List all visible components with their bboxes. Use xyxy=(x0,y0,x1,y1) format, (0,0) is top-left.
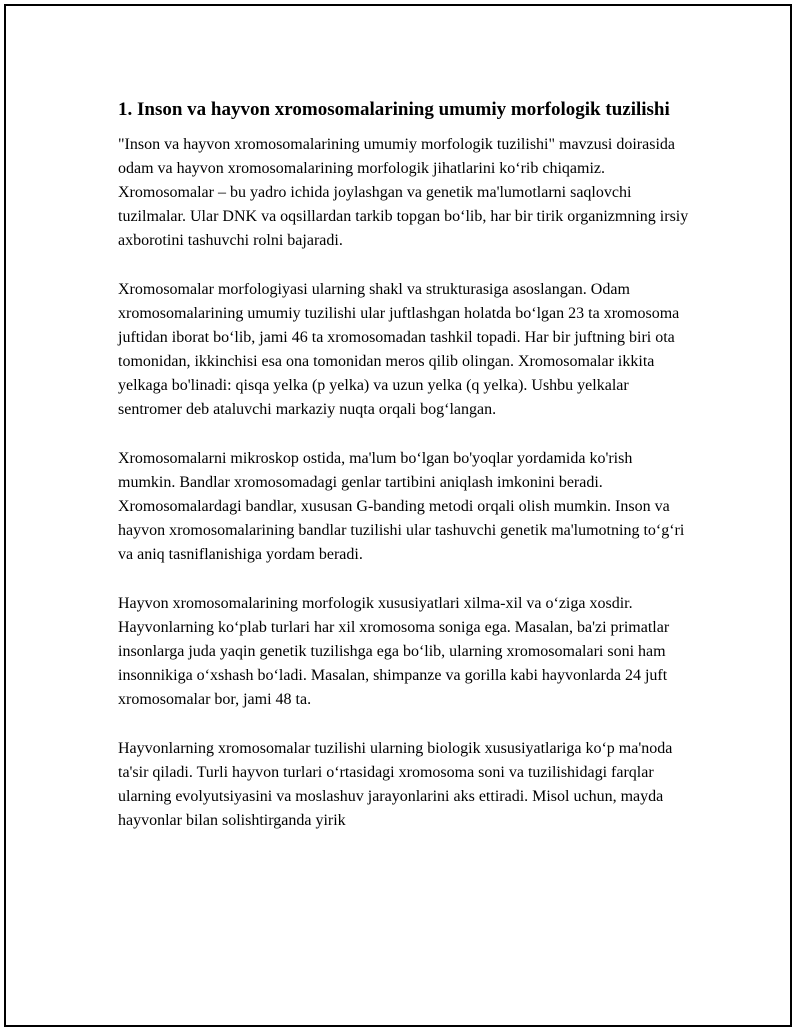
paragraph-4: Hayvon xromosomalarining morfologik xususiyatlari xilma-xil va oʻziga xosdir. Hayvonlarning koʻplab turlari har xil xromosoma soniga ega. Masalan, ba'zi primatlar insonlarga juda yaqin genetik tuzilishga ega boʻlib, ularning xromosomalari soni ham insonnikiga oʻxshash boʻladi. Masalan, shimpanze va gorilla kabi hayvonlarda 24 juft xromosomalar bor, jami 48 ta. xyxy=(118,595,670,708)
section-heading: 1. Inson va hayvon xromosomalarining umumiy morfologik tuzilishi xyxy=(118,99,670,120)
document-body xyxy=(118,96,690,858)
paragraph-2: Xromosomalar morfologiyasi ularning shakl va strukturasiga asoslangan. Odam xromosomalarining umumiy tuzilishi ular juftlashgan holatda boʻlgan 23 ta xromosoma juftidan iborat boʻlib, jami 46 ta xromosomadan tashkil topadi. Har bir juftning biri ota tomonidan, ikkinchisi esa ona tomonidan meros qilib olingan. Xromosomalar ikkita yelkaga bo'linadi: qisqa yelka (p yelka) va uzun yelka (q yelka). Ushbu yelkalar sentromer deb ataluvchi markaziy nuqta orqali bogʻlangan. xyxy=(118,281,680,418)
paragraph-1: "Inson va hayvon xromosomalarining umumiy morfologik tuzilishi" mavzusi doirasida odam va hayvon xromosomalarining morfologik jihatlarini koʻrib chiqamiz. Xromosomalar – bu yadro ichida joylashgan va genetik ma'lumotlarni saqlovchi tuzilmalar. Ular DNK va oqsillardan tarkib topgan boʻlib, har bir tirik organizmning irsiy axborotini tashuvchi rolni bajaradi. xyxy=(118,136,689,249)
paragraph-3: Xromosomalarni mikroskop ostida, ma'lum boʻlgan bo'yoqlar yordamida ko'rish mumkin. Bandlar xromosomadagi genlar tartibini aniqlash imkonini beradi. Xromosomalardagi bandlar, xususan G-banding metodi orqali olish mumkin. Inson va hayvon xromosomalarining bandlar tuzilishi ular tashuvchi genetik ma'lumotning toʻgʻri va aniq tasniflanishiga yordam beradi. xyxy=(118,450,685,563)
paragraph-5: Hayvonlarning xromosomalar tuzilishi ularning biologik xususiyatlariga koʻp ma'noda ta'sir qiladi. Turli hayvon turlari oʻrtasidagi xromosoma soni va tuzilishidagi farqlar ularning evolyutsiyasini va moslashuv jarayonlarini aks ettiradi. Misol uchun, mayda hayvonlar bilan solishtirganda yirik xyxy=(118,740,673,829)
